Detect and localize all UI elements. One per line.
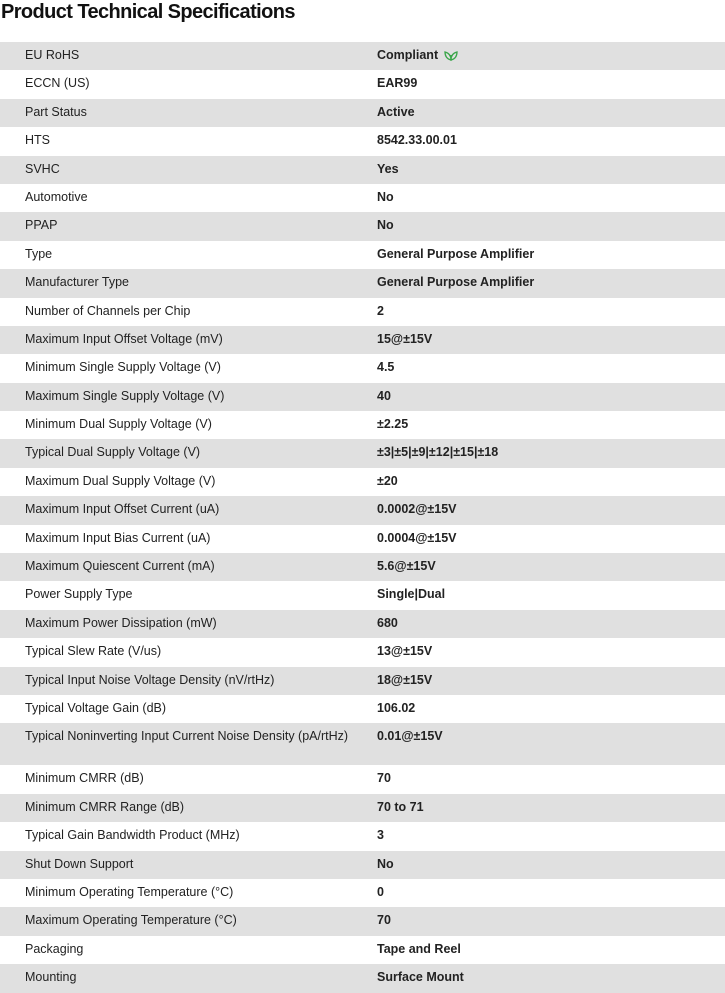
spec-value: [377, 445, 498, 459]
table-row: [0, 411, 725, 439]
spec-value-text: 40: [377, 388, 391, 403]
table-row: [0, 326, 725, 354]
spec-value: [377, 247, 534, 261]
spec-label: Minimum CMRR (dB): [25, 771, 144, 786]
spec-value: [377, 800, 424, 814]
spec-value: [377, 162, 399, 176]
table-row: [0, 269, 725, 297]
spec-label: Maximum Input Bias Current (uA): [25, 530, 211, 545]
table-row: [0, 127, 725, 155]
table-row: [0, 212, 725, 240]
spec-value-text: 70 to 71: [377, 799, 424, 814]
spec-value: [377, 133, 457, 147]
spec-value: [377, 701, 415, 715]
spec-value-text: Yes: [377, 161, 399, 176]
table-row: [0, 964, 725, 992]
spec-label: Number of Channels per Chip: [25, 303, 191, 318]
table-row: [0, 156, 725, 184]
table-row: [0, 794, 725, 822]
spec-value: [377, 332, 432, 346]
table-row: [0, 695, 725, 723]
table-row: [0, 99, 725, 127]
spec-value: [377, 474, 398, 488]
table-row: [0, 723, 725, 765]
table-row: [0, 241, 725, 269]
spec-value-text: 106.02: [377, 700, 416, 715]
spec-value: [377, 76, 417, 90]
table-row: [0, 468, 725, 496]
spec-value-text: No: [377, 189, 394, 204]
spec-value: [377, 616, 398, 630]
spec-value-text: 70: [377, 771, 391, 786]
spec-label: Typical Noninverting Input Current Noise Density (pA/rtHz): [25, 729, 349, 744]
leaf-icon: [444, 49, 458, 61]
spec-label: Maximum Input Offset Current (uA): [25, 502, 220, 517]
spec-value-text: EAR99: [377, 76, 418, 91]
spec-label: Maximum Power Dissipation (mW): [25, 615, 217, 630]
spec-value: [377, 417, 408, 431]
spec-value-text: 0: [377, 884, 384, 899]
spec-label: ECCN (US): [25, 76, 90, 91]
spec-value: [377, 360, 394, 374]
table-row: [0, 354, 725, 382]
spec-value-text: General Purpose Amplifier: [377, 275, 535, 290]
spec-value: [377, 913, 391, 927]
table-row: [0, 936, 725, 964]
spec-label: Shut Down Support: [25, 856, 134, 871]
spec-value: [377, 942, 461, 956]
spec-value-text: 13@±15V: [377, 644, 433, 659]
table-row: [0, 907, 725, 935]
spec-value-text: 2: [377, 303, 384, 318]
spec-label: Typical Slew Rate (V/us): [25, 644, 162, 659]
spec-value: [377, 389, 391, 403]
spec-value: [377, 857, 394, 871]
spec-label: Minimum Single Supply Voltage (V): [25, 360, 221, 375]
spec-value-text: No: [377, 218, 394, 233]
spec-label: Part Status: [25, 104, 87, 119]
spec-label: PPAP: [25, 218, 58, 233]
table-row: [0, 383, 725, 411]
spec-value-text: 70: [377, 913, 391, 928]
spec-label: Typical Voltage Gain (dB): [25, 700, 167, 715]
spec-value-text: Compliant: [377, 48, 439, 62]
spec-value-text: 680: [377, 615, 398, 630]
spec-label: Maximum Single Supply Voltage (V): [25, 388, 225, 403]
spec-value-text: Tape and Reel: [377, 941, 461, 956]
spec-value-text: ±3|±5|±9|±12|±15|±18: [377, 445, 499, 460]
spec-label: Automotive: [25, 189, 88, 204]
spec-value-text: 5.6@±15V: [377, 559, 436, 574]
spec-value: [377, 105, 415, 119]
spec-value: [377, 48, 458, 62]
spec-label: Packaging: [25, 941, 84, 956]
spec-value: [377, 644, 432, 658]
spec-value-text: 4.5: [377, 360, 395, 375]
spec-value: [377, 587, 445, 601]
spec-label: Typical Input Noise Voltage Density (nV/rtHz): [25, 672, 275, 687]
spec-label: Minimum Operating Temperature (°C): [25, 884, 234, 899]
table-row: [0, 42, 725, 70]
spec-value-text: ±2.25: [377, 417, 409, 432]
spec-label: SVHC: [25, 161, 60, 176]
spec-value-text: 8542.33.00.01: [377, 133, 457, 148]
spec-value: [377, 885, 384, 899]
spec-value-text: Active: [377, 104, 415, 119]
table-row: [0, 610, 725, 638]
spec-label: Mounting: [25, 970, 77, 985]
spec-label: HTS: [25, 133, 50, 148]
spec-value-text: Surface Mount: [377, 970, 464, 985]
table-row: [0, 851, 725, 879]
spec-value: [377, 771, 391, 785]
table-row: [0, 638, 725, 666]
spec-value-text: No: [377, 856, 394, 871]
table-row: [0, 553, 725, 581]
spec-label: EU RoHS: [25, 48, 80, 62]
table-row: [0, 525, 725, 553]
spec-value: [377, 970, 464, 984]
spec-value: [377, 502, 457, 516]
spec-label: Typical Gain Bandwidth Product (MHz): [25, 828, 240, 843]
table-row: [0, 184, 725, 212]
spec-label: Type: [25, 246, 53, 261]
spec-value: [377, 218, 394, 232]
spec-value-text: 15@±15V: [377, 331, 433, 346]
spec-value: [377, 729, 443, 743]
page-title: Product Technical Specifications: [1, 1, 295, 23]
table-row: [0, 822, 725, 850]
spec-label: Typical Dual Supply Voltage (V): [25, 445, 201, 460]
spec-label: Maximum Input Offset Voltage (mV): [25, 331, 223, 346]
spec-label: Manufacturer Type: [25, 275, 129, 290]
spec-value-text: 18@±15V: [377, 672, 433, 687]
spec-value: [377, 673, 432, 687]
spec-label: Maximum Operating Temperature (°C): [25, 913, 237, 928]
table-row: [0, 298, 725, 326]
table-row: [0, 765, 725, 793]
spec-value: [377, 531, 457, 545]
table-row: [0, 439, 725, 467]
spec-label: Maximum Dual Supply Voltage (V): [25, 473, 216, 488]
spec-value-text: ±20: [377, 473, 398, 488]
spec-value-text: 0.0004@±15V: [377, 530, 457, 545]
spec-value: [377, 190, 394, 204]
spec-value-text: 0.01@±15V: [377, 729, 443, 744]
table-row: [0, 496, 725, 524]
table-row: [0, 581, 725, 609]
spec-value: [377, 304, 384, 318]
spec-label: Maximum Quiescent Current (mA): [25, 559, 215, 574]
spec-table: [0, 42, 725, 993]
spec-value: [377, 559, 436, 573]
spec-value-text: 3: [377, 828, 384, 843]
table-row: [0, 879, 725, 907]
spec-value: [377, 275, 534, 289]
spec-label: Power Supply Type: [25, 587, 133, 602]
spec-label: Minimum CMRR Range (dB): [25, 799, 185, 814]
table-row: [0, 70, 725, 98]
spec-label: Minimum Dual Supply Voltage (V): [25, 417, 212, 432]
spec-value-text: 0.0002@±15V: [377, 502, 457, 517]
table-row: [0, 667, 725, 695]
spec-value: [377, 828, 384, 842]
spec-value-text: Single|Dual: [377, 587, 446, 602]
spec-value-text: General Purpose Amplifier: [377, 246, 535, 261]
